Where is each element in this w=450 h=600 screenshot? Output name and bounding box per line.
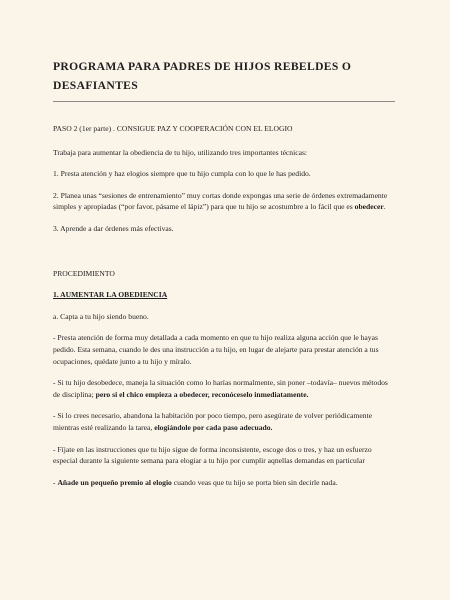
technique-2 xyxy=(53,190,395,213)
bullet-5-prefix: - xyxy=(53,477,58,487)
title-divider xyxy=(53,101,395,102)
bullet-3-text: - Si lo crees necesario, abandona la habitación por poco tiempo, pero asegúrate de volver periódicamente mientras esté realizando la tarea, xyxy=(53,411,373,432)
bullet-2 xyxy=(53,377,395,400)
bullet-5-text: cuando veas que tu hijo se porta bien sin decirle nada. xyxy=(171,477,338,487)
procedure-label: PROCEDIMIENTO xyxy=(53,268,115,278)
bullet-5 xyxy=(53,477,395,489)
technique-2-bold: obedecer xyxy=(354,202,384,212)
bullet-3-bold: elogiándole por cada paso adecuado. xyxy=(154,422,273,432)
technique-3: 3. Aprende a dar órdenes más efectivas. xyxy=(53,223,174,233)
document-title xyxy=(53,0,395,95)
section-heading: 1. AUMENTAR LA OBEDIENCIA xyxy=(53,290,168,300)
intro-paragraph: Trabaja para aumentar la obediencia de tu hijo, utilizando tres importantes técnicas: xyxy=(53,147,308,157)
title-line-1: PROGRAMA PARA PADRES DE HIJOS REBELDES O xyxy=(53,60,352,73)
title-line-2: DESAFIANTES xyxy=(53,79,139,92)
bullet-1: - Presta atención de forma muy detallada a cada momento en que tu hijo realiza alguna acción que le hayas pedido. Esta semana, cuando le des una instrucción a tu hijo, en lugar de alejarte para prestar atención a tus ocupaciones, quédate junto a tu hijo y míralo. xyxy=(53,333,379,366)
technique-2-text: 2. Planea unas “sesiones de entrenamiento” muy cortas donde expongas una serie de órdenes extremadamente simples y apropiadas (“por favor, pásame el lápiz”) para que tu hijo se acostumbre a lo fácil que es xyxy=(53,190,388,212)
bullet-2-text: - Si tu hijo desobedece, maneja la situación como lo harías normalmente, sin poner –todavía– nuevos métodos de disciplina; xyxy=(53,378,388,399)
bullet-4: - Fíjate en las instrucciones que tu hijo sigue de forma inconsistente, escoge dos o tres, y haz un esfuerzo especial durante la siguiente semana para elogiar a tu hijo por cumplir aqnellas demandas en particular xyxy=(53,444,372,466)
bullet-5-bold: Añade un pequeño premio al elogio xyxy=(57,477,172,487)
bullet-2-bold: pero si el chico empieza a obedecer, reconóceselo inmediatamente. xyxy=(95,389,309,399)
technique-1: 1. Presta atención y haz elogios siempre que tu hijo cumpla con lo que le has pedido. xyxy=(53,169,311,179)
step-title: PASO 2 (1er parte) . CONSIGUE PAZ Y COOPERACIÓN CON EL ELOGIO xyxy=(53,124,293,133)
bullet-3 xyxy=(53,410,395,433)
technique-2-end: . xyxy=(383,202,386,212)
subsection-a: a. Capta a tu hijo siendo bueno. xyxy=(53,311,149,321)
